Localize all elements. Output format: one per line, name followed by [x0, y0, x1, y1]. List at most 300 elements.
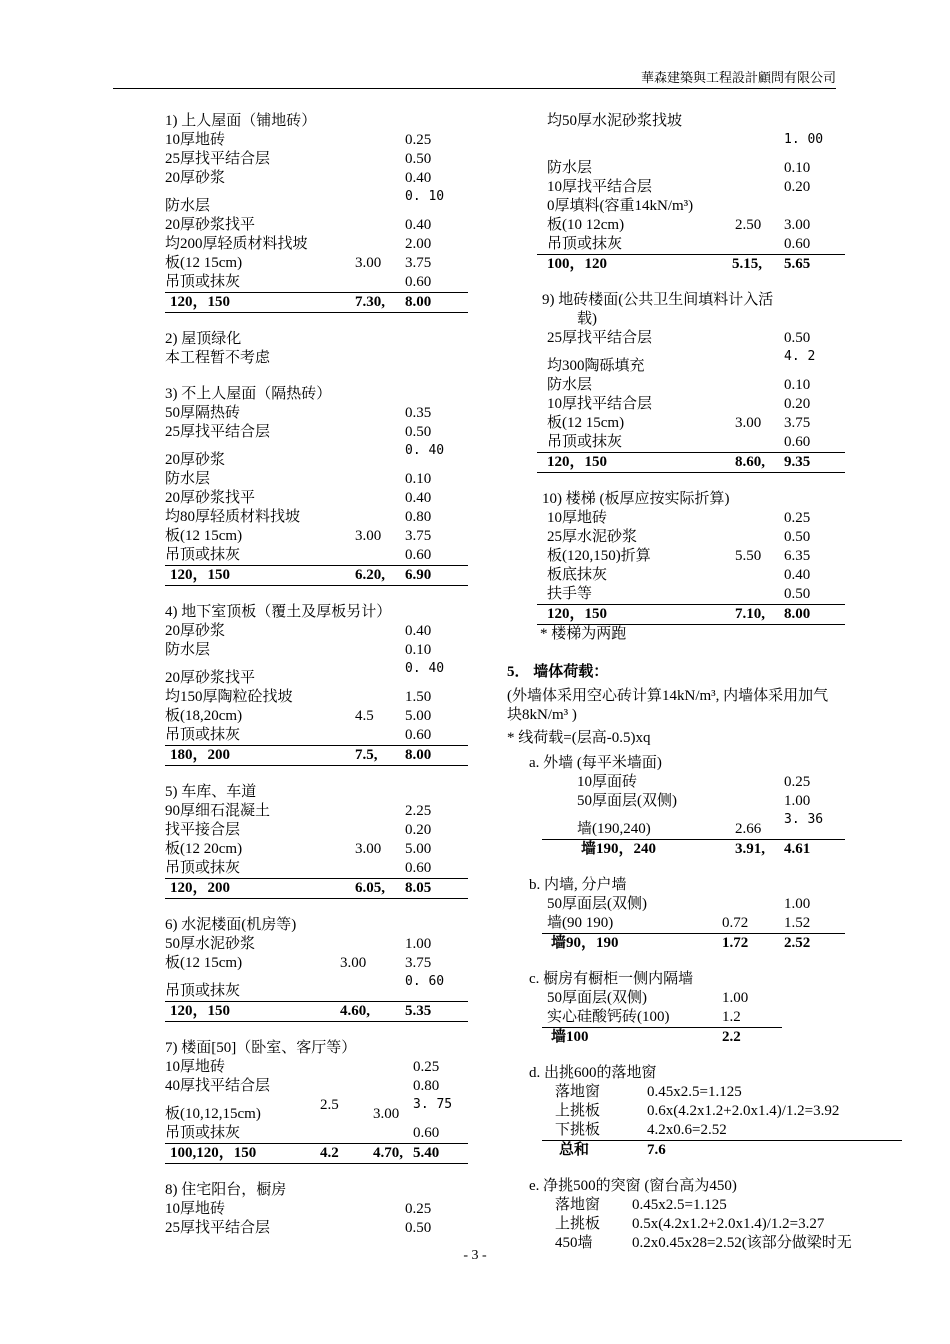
- table-row: [537, 1196, 847, 1215]
- row-label: 下挑板: [555, 1122, 601, 1138]
- total-value-1: 5.15,: [732, 256, 762, 272]
- table-row: [165, 707, 468, 726]
- table-row: [165, 188, 468, 216]
- table-row: [537, 159, 847, 178]
- row-value-1: 5.50: [735, 548, 762, 564]
- load-section: [165, 1039, 468, 1164]
- row-value-2: 1.00: [784, 896, 811, 912]
- row-label: 20厚砂浆找平: [165, 490, 256, 506]
- load-section: [165, 385, 468, 586]
- table-row: [165, 660, 468, 688]
- row-value-2: 3.75: [405, 255, 432, 271]
- row-value-2: 0.20: [784, 179, 811, 195]
- row-value-2: 0.25: [405, 132, 432, 148]
- row-value-2: 1.00: [405, 936, 432, 952]
- spacer: [537, 1160, 847, 1177]
- row-value-1: 2.66: [735, 821, 762, 837]
- table-row: [537, 329, 847, 348]
- row-label: 板(10,12,15cm): [165, 1106, 261, 1122]
- wall-subsection-e: [529, 1177, 852, 1253]
- spacer: [165, 1164, 468, 1181]
- load-section: [537, 490, 847, 644]
- table-row: [165, 1058, 468, 1077]
- total-value-1: 7.6: [647, 1142, 666, 1158]
- row-label: 10厚地砖: [165, 1059, 226, 1075]
- table-row: [537, 1083, 847, 1102]
- row-value-2: 0.10: [405, 471, 432, 487]
- total-label: 180，200: [170, 747, 231, 763]
- section-title: 6) 水泥楼面(机房等): [165, 917, 297, 933]
- row-value-1: 1.00: [722, 990, 749, 1006]
- row-value-2: 0.50: [405, 151, 432, 167]
- row-label: 找平接合层: [165, 822, 241, 838]
- total-value-1: 7.10,: [735, 606, 765, 622]
- wall-subsection-a: [529, 754, 847, 859]
- total-row: [165, 1001, 468, 1022]
- row-value-2: 1.52: [784, 915, 811, 931]
- row-value-1: 3.00: [355, 528, 382, 544]
- row-value-2: 0.50: [405, 424, 432, 440]
- load-section: [165, 603, 468, 766]
- row-label: 25厚水泥砂浆: [547, 529, 638, 545]
- row-label: 落地窗: [555, 1197, 601, 1213]
- row-label: 上挑板: [555, 1103, 601, 1119]
- row-value-2: 3. 36: [784, 812, 824, 827]
- row-label: 板底抹灰: [547, 567, 608, 583]
- table-row: [165, 527, 468, 546]
- row-label: 板(12 20cm): [165, 841, 243, 857]
- table-row: [165, 840, 468, 859]
- row-label: 10厚地砖: [547, 510, 608, 526]
- row-value-2: 0.35: [405, 405, 432, 421]
- table-row: [537, 433, 847, 452]
- row-value-2: 0.10: [405, 642, 432, 658]
- wall-load-section: [507, 661, 847, 748]
- table-row: [165, 470, 468, 489]
- page-number: - 3 -: [463, 1248, 487, 1263]
- section-title: 7) 楼面[50]（卧室、客厅等）: [165, 1040, 357, 1056]
- spacer: [537, 644, 847, 661]
- row-label: 20厚砂浆找平: [165, 670, 256, 686]
- row-value-2: 0.10: [784, 160, 811, 176]
- row-label: 吊顶或抹灰: [165, 1125, 241, 1141]
- load-section: [165, 783, 468, 899]
- total-label: 120，150: [170, 294, 231, 310]
- row-value-2: 0. 60: [405, 974, 445, 989]
- spacer: [537, 953, 847, 970]
- total-value-1: 6.05,: [355, 880, 385, 896]
- table-row: [537, 414, 847, 433]
- row-value-2: 5.00: [405, 708, 432, 724]
- row-label: 防水层: [547, 160, 593, 176]
- row-label: 90厚细石混凝土: [165, 803, 271, 819]
- table-row: [165, 935, 468, 954]
- total-row: [542, 1027, 782, 1047]
- table-row: [537, 376, 847, 395]
- total-value-1: 7.30,: [355, 294, 385, 310]
- row-value-2: 1.00: [784, 793, 811, 809]
- total-row: [165, 878, 468, 899]
- row-value-2: 0.40: [405, 217, 432, 233]
- load-section: [165, 916, 468, 1022]
- header-rule: [113, 88, 836, 89]
- total-value-1: 7.5,: [355, 747, 378, 763]
- total-value-1: 4.70,: [373, 1145, 403, 1161]
- total-value-1: 6.20,: [355, 567, 385, 583]
- table-row: [537, 528, 847, 547]
- load-section: [537, 291, 847, 473]
- table-row: [165, 404, 468, 423]
- table-row: [165, 1077, 468, 1096]
- table-row: [165, 641, 468, 660]
- row-value-2: 3. 75: [413, 1097, 453, 1112]
- row-value-extra: 2.5: [320, 1097, 339, 1113]
- total-row: [537, 452, 845, 473]
- row-label: 10厚地砖: [165, 1201, 226, 1217]
- row-value-2: 5.00: [405, 841, 432, 857]
- row-label: 上挑板: [555, 1216, 601, 1232]
- row-label: 防水层: [165, 471, 211, 487]
- row-label: 板(10 12cm): [547, 217, 625, 233]
- row-label: 20厚砂浆: [165, 452, 226, 468]
- table-row: [165, 859, 468, 878]
- row-value-2: 3.75: [784, 415, 811, 431]
- row-value-2: 0.80: [405, 509, 432, 525]
- total-row: [165, 565, 468, 586]
- total-value-2: 5.65: [784, 256, 811, 272]
- total-label: 墙100: [551, 1029, 589, 1045]
- row-value-2: 0.40: [784, 567, 811, 583]
- row-value-2: 0.80: [413, 1078, 440, 1094]
- row-label: 均50厚水泥砂浆找坡: [547, 113, 683, 129]
- row-label: 落地窗: [555, 1084, 601, 1100]
- row-value-2: 0.50: [784, 529, 811, 545]
- row-label: 均150厚陶粒砼找坡: [165, 689, 293, 705]
- table-row: [165, 273, 468, 292]
- total-value-1: 2.2: [722, 1029, 741, 1045]
- row-value-2: 0.60: [784, 236, 811, 252]
- row-label: 吊顶或抹灰: [547, 236, 623, 252]
- table-row: [537, 1102, 847, 1121]
- row-label: 吊顶或抹灰: [547, 434, 623, 450]
- row-label: 防水层: [165, 642, 211, 658]
- row-value-1: 3.00: [340, 955, 367, 971]
- table-row: [165, 1124, 468, 1143]
- row-value-1: 3.00: [373, 1106, 400, 1122]
- table-row: [537, 895, 847, 914]
- total-label: 100，120: [547, 256, 608, 272]
- row-value-2: 0.25: [784, 510, 811, 526]
- row-label: 25厚找平结合层: [165, 151, 271, 167]
- row-value-1: 2.50: [735, 217, 762, 233]
- table-row: [537, 1008, 847, 1027]
- row-value-2: 0. 40: [405, 443, 445, 458]
- row-value-2: 2.00: [405, 236, 432, 252]
- table-row: [165, 349, 468, 368]
- total-row: [165, 1143, 468, 1164]
- spacer: [165, 313, 468, 330]
- row-value-2: 0.50: [405, 1220, 432, 1236]
- table-row: [537, 509, 847, 528]
- row-value-2: 0.60: [405, 860, 432, 876]
- total-row: [537, 254, 845, 274]
- section-note: * 楼梯为两跑: [540, 626, 627, 642]
- row-label: 50厚水泥砂浆: [165, 936, 256, 952]
- total-row: [537, 604, 845, 625]
- row-value-2: 0.20: [405, 822, 432, 838]
- table-row: [537, 348, 847, 376]
- section-title: 3) 不上人屋面（隔热砖）: [165, 386, 332, 402]
- row-label: 板(18,20cm): [165, 708, 243, 724]
- left-column: [165, 112, 468, 1238]
- row-label: 50厚面层(双侧): [547, 990, 647, 1006]
- row-label: 板(12 15cm): [165, 528, 243, 544]
- spacer: [165, 766, 468, 783]
- table-row: [165, 254, 468, 273]
- row-label: 墙(90 190): [547, 915, 614, 931]
- row-label: 实心硅酸钙砖(100): [547, 1009, 670, 1025]
- row-value-2: 3.75: [405, 955, 432, 971]
- row-label: 450墙: [555, 1235, 593, 1251]
- wall-subsection-b: [529, 876, 847, 953]
- row-label: 吊顶或抹灰: [165, 274, 241, 290]
- table-row: [165, 131, 468, 150]
- row-label: 防水层: [547, 377, 593, 393]
- row-value-1: 4.2x0.6=2.52: [647, 1122, 727, 1138]
- total-value-2: 4.61: [784, 841, 811, 857]
- table-row: [537, 1215, 847, 1234]
- table-row: [165, 688, 468, 707]
- load-section-continued: [537, 112, 847, 274]
- total-row: [165, 745, 468, 766]
- row-value-2: 0.60: [413, 1125, 440, 1141]
- row-value-2: 0.25: [405, 1201, 432, 1217]
- load-section: [165, 1181, 468, 1238]
- wall-subsection-d: [529, 1064, 847, 1160]
- row-value-2: 0.40: [405, 490, 432, 506]
- table-row: [537, 197, 847, 216]
- spacer: [165, 1022, 468, 1039]
- section-title: 10) 楼梯 (板厚应按实际折算): [542, 491, 730, 507]
- table-row: [165, 973, 468, 1001]
- table-row: [165, 622, 468, 641]
- table-row: [165, 216, 468, 235]
- row-label: 20厚砂浆: [165, 623, 226, 639]
- table-row: [165, 1219, 468, 1238]
- total-label: 墙190，240: [581, 841, 657, 857]
- row-value-2: 6.35: [784, 548, 811, 564]
- row-value-2: 3.75: [405, 528, 432, 544]
- total-value-2: 8.00: [405, 294, 432, 310]
- total-row: [542, 933, 845, 953]
- row-label: 50厚面层(双侧): [577, 793, 677, 809]
- row-value-1: 4.5: [355, 708, 374, 724]
- row-label: 25厚找平结合层: [165, 424, 271, 440]
- row-label: 板(12 15cm): [165, 255, 243, 271]
- row-value-2: 4. 2: [784, 349, 816, 364]
- table-row: [165, 546, 468, 565]
- table-row: [537, 395, 847, 414]
- section-title: 2) 屋顶绿化: [165, 331, 242, 347]
- row-value-2: 0.25: [784, 774, 811, 790]
- row-label: 25厚找平结合层: [547, 330, 653, 346]
- row-label: 均80厚轻质材料找坡: [165, 509, 301, 525]
- load-section: [165, 330, 468, 368]
- row-label: 20厚砂浆找平: [165, 217, 256, 233]
- spacer: [165, 368, 468, 385]
- row-value-2: 0.25: [413, 1059, 440, 1075]
- table-row: [537, 811, 847, 839]
- table-row: [165, 726, 468, 745]
- table-row: [537, 216, 847, 235]
- row-label: 防水层: [165, 198, 211, 214]
- row-value-1: 0.45x2.5=1.125: [632, 1197, 727, 1213]
- row-label: 板(12 15cm): [165, 955, 243, 971]
- row-value-1: 0.2x0.45x28=2.52(该部分做梁时无: [632, 1235, 852, 1251]
- row-label: 均300陶砾填充: [547, 358, 645, 374]
- row-value-2: 0.10: [784, 377, 811, 393]
- row-label: 墙(190,240): [577, 821, 651, 837]
- row-value-1: 0.45x2.5=1.125: [647, 1084, 742, 1100]
- row-label: 吊顶或抹灰: [165, 860, 241, 876]
- row-label: 0厚填料(容重14kN/m³): [547, 198, 694, 214]
- table-row: [537, 547, 847, 566]
- row-value-2: 0.60: [405, 547, 432, 563]
- total-label: 120，150: [547, 606, 608, 622]
- row-value-2: 1.50: [405, 689, 432, 705]
- row-label: 扶手等: [547, 586, 593, 602]
- spacer: [537, 274, 847, 291]
- formula-note: * 线荷载=(层高-0.5)xq: [507, 730, 651, 746]
- table-row: [537, 112, 847, 131]
- row-label: 吊顶或抹灰: [165, 727, 241, 743]
- row-value-2: 0.50: [784, 586, 811, 602]
- total-value-2: 5.35: [405, 1003, 432, 1019]
- row-value-2: 0.40: [405, 623, 432, 639]
- row-value-2: 1. 00: [784, 132, 824, 147]
- total-value-2: 8.05: [405, 880, 432, 896]
- row-label: 10厚地砖: [165, 132, 226, 148]
- load-section: [165, 112, 468, 313]
- total-value-2: 2.52: [784, 935, 811, 951]
- spacer: [537, 1047, 847, 1064]
- table-row: [165, 442, 468, 470]
- total-value-2: 6.90: [405, 567, 432, 583]
- total-value-1: 8.60,: [735, 454, 765, 470]
- table-row: [165, 235, 468, 254]
- total-value-2: 9.35: [784, 454, 811, 470]
- row-label: 吊顶或抹灰: [165, 983, 241, 999]
- row-label: 50厚隔热砖: [165, 405, 241, 421]
- total-value-2: 8.00: [405, 747, 432, 763]
- row-value-2: 0.60: [405, 727, 432, 743]
- wall-subsection-c: [529, 970, 847, 1047]
- row-value-2: 0.60: [784, 434, 811, 450]
- table-row: [537, 235, 847, 254]
- table-row: [165, 508, 468, 527]
- row-value-2: 0.60: [405, 274, 432, 290]
- row-label: 25厚找平结合层: [165, 1220, 271, 1236]
- table-row: [165, 1200, 468, 1219]
- row-label: 板(120,150)折算: [547, 548, 651, 564]
- row-value-1: 0.72: [722, 915, 749, 931]
- section-heading: 5． 墙体荷载：: [507, 664, 609, 680]
- total-label: 总和: [559, 1142, 590, 1158]
- table-row: [537, 131, 847, 159]
- wall-paragraph: (外墙体采用空心砖计算14kN/m³, 内墙体采用加气块8kN/m³ ): [507, 688, 829, 723]
- row-value-1: 0.5x(4.2x1.2+2.0x1.4)/1.2=3.27: [632, 1216, 825, 1232]
- table-row: [537, 792, 847, 811]
- subsection-title: a. 外墙 (每平米墙面): [529, 755, 662, 771]
- total-row: [165, 292, 468, 313]
- section-title: 1) 上人屋面（铺地砖）: [165, 113, 317, 129]
- row-label: 本工程暂不考虑: [165, 350, 271, 366]
- table-row: [537, 585, 847, 604]
- subsection-title: d. 出挑600的落地窗: [529, 1065, 657, 1081]
- right-column: [507, 112, 852, 1270]
- total-label: 120，150: [170, 567, 231, 583]
- spacer: [165, 899, 468, 916]
- subsection-title: e. 净挑500的突窗 (窗台高为450): [529, 1178, 737, 1194]
- section-title: 5) 车库、车道: [165, 784, 257, 800]
- spacer: [165, 586, 468, 603]
- row-label: 10厚面砖: [577, 774, 638, 790]
- total-label: 120，150: [170, 1003, 231, 1019]
- table-row: [165, 169, 468, 188]
- table-row: [537, 914, 847, 933]
- section-title: 8) 住宅阳台，橱房: [165, 1182, 287, 1198]
- row-value-2: 0.50: [784, 330, 811, 346]
- total-label: 120，150: [547, 454, 608, 470]
- table-row: [537, 773, 847, 792]
- row-value-2: 0. 10: [405, 189, 445, 204]
- table-row: [165, 150, 468, 169]
- row-value-1: 3.00: [355, 255, 382, 271]
- subsection-title: c. 橱房有橱柜一侧内隔墙: [529, 971, 694, 987]
- section-title-continued: 载): [577, 311, 597, 327]
- row-value-2: 2.25: [405, 803, 432, 819]
- row-label: 吊顶或抹灰: [165, 547, 241, 563]
- table-row: [165, 423, 468, 442]
- spacer: [537, 473, 847, 490]
- total-value-2: 5.40: [413, 1145, 440, 1161]
- total-label: 墙90，190: [551, 935, 619, 951]
- row-label: 50厚面层(双侧): [547, 896, 647, 912]
- total-row: [542, 1140, 902, 1160]
- table-row: [537, 178, 847, 197]
- table-row: [165, 1096, 468, 1124]
- spacer: [537, 859, 847, 876]
- table-row: [537, 1121, 847, 1140]
- table-row: [165, 489, 468, 508]
- table-row: [165, 802, 468, 821]
- row-value-1: 1.2: [722, 1009, 741, 1025]
- row-label: 10厚找平结合层: [547, 396, 653, 412]
- header-company: 華森建築與工程設計顧問有限公司: [640, 70, 836, 85]
- row-value-2: 3.00: [784, 217, 811, 233]
- row-label: 40厚找平结合层: [165, 1078, 271, 1094]
- row-label: 10厚找平结合层: [547, 179, 653, 195]
- row-value-1: 3.00: [355, 841, 382, 857]
- row-value-2: 0. 40: [405, 661, 445, 676]
- total-label: 100,120，150: [170, 1145, 257, 1161]
- section-title: 9) 地砖楼面(公共卫生间填料计入活: [542, 292, 774, 308]
- total-value-1: 1.72: [722, 935, 749, 951]
- row-value-2: 0.40: [405, 170, 432, 186]
- table-row: [537, 989, 847, 1008]
- row-label: 板(12 15cm): [547, 415, 625, 431]
- total-row: [542, 839, 845, 859]
